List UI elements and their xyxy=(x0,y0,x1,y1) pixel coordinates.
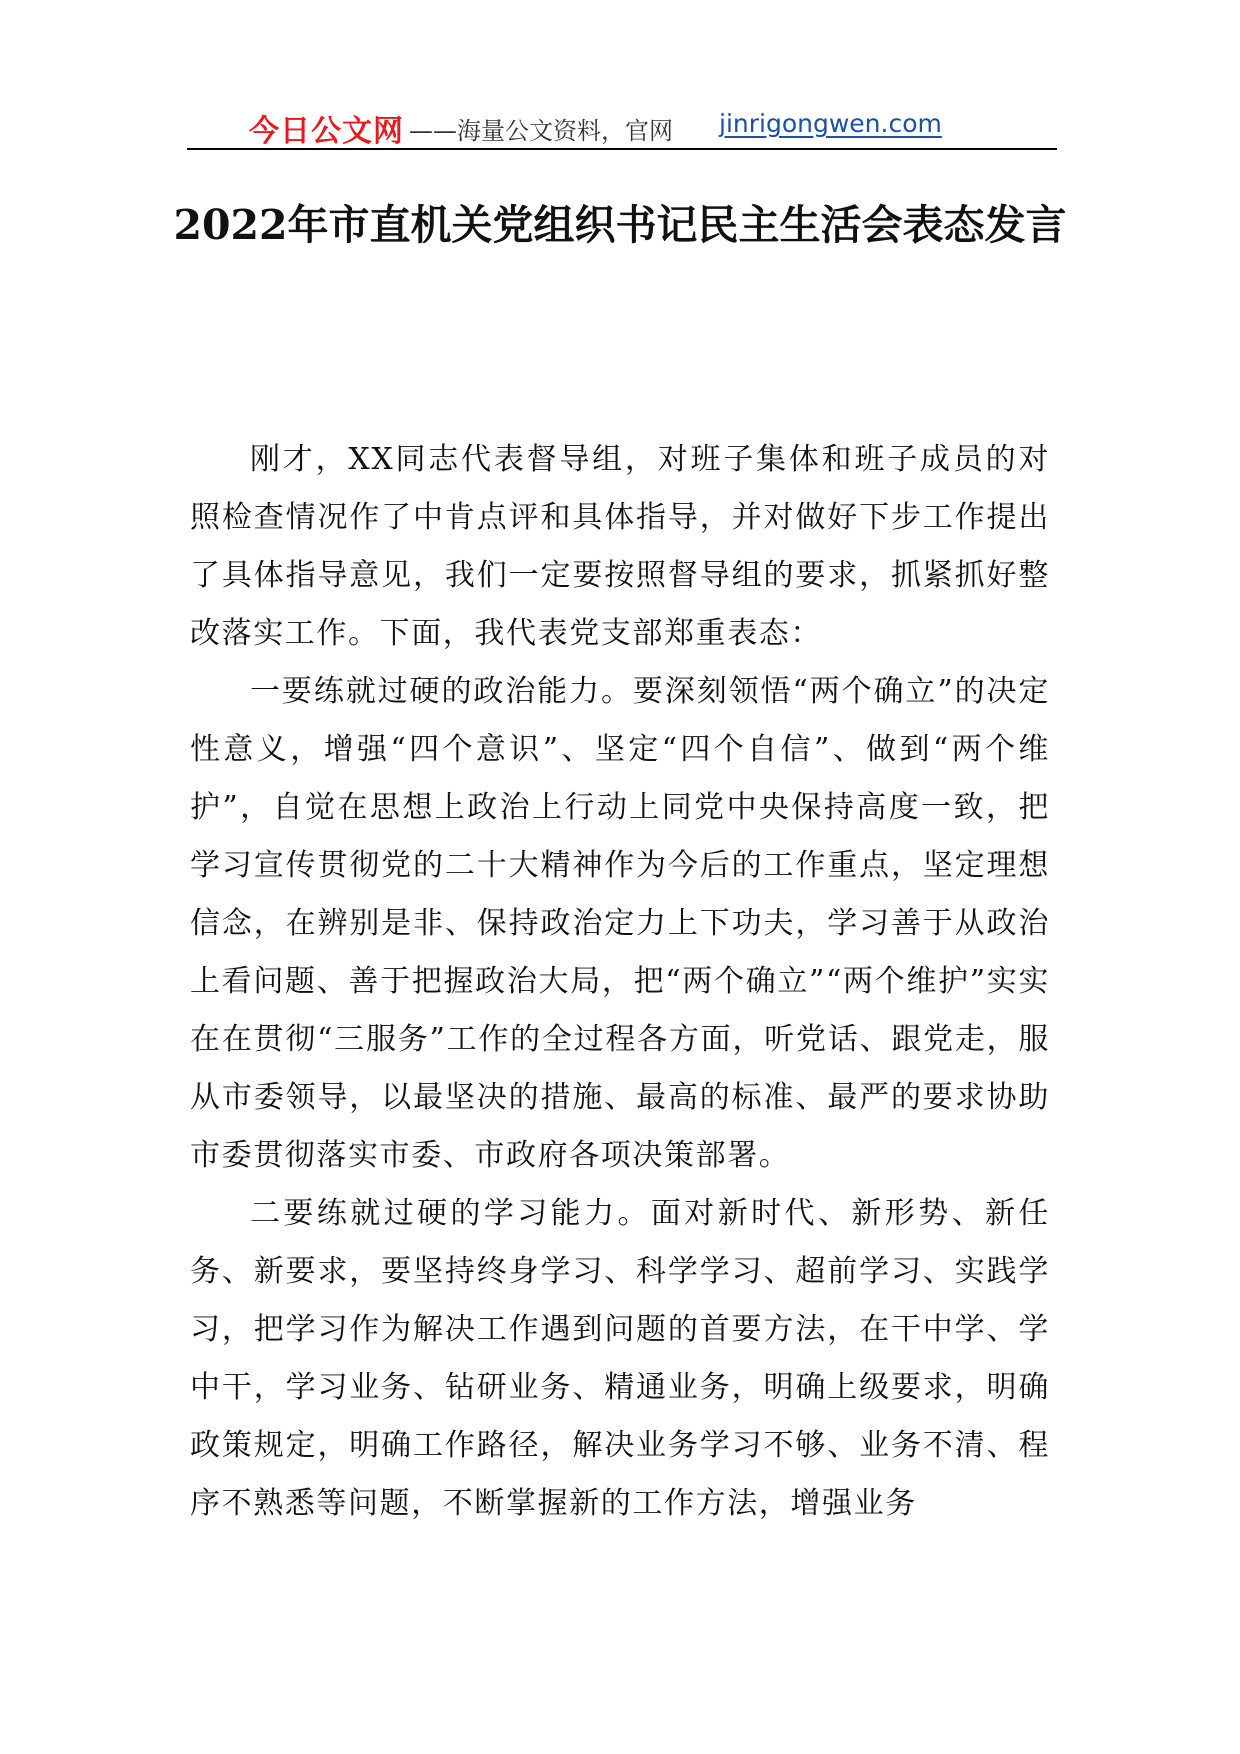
paragraph-learning-ability: 二要练就过硬的学习能力。面对新时代、新形势、新任务、新要求，要坚持终身学习、科学学习、超前学习、实践学习，把学习作为解决工作遇到问题的首要方法，在干中学、学中干，学习业务、钻研业务、精通业务，明确上级要求，明确政策规定，明确工作路径，解决业务学习不够、业务不清、程序不熟悉等问题，不断掌握新的工作方法，增强业务 xyxy=(190,1196,1050,1521)
site-header xyxy=(187,100,1057,149)
paragraph-intro: 刚才，XX同志代表督导组，对班子集体和班子成员的对照检查情况作了中肯点评和具体指导，并对做好下步工作提出了具体指导意见，我们一定要按照督导组的要求，抓紧抓好整改落实工作。下面，我代表党支部郑重表态： xyxy=(190,442,1050,651)
website-link[interactable]: jinrigongwen.com xyxy=(719,109,942,138)
header-tagline: ——海量公文资料，官网 xyxy=(409,117,673,145)
document-title: 2022年市直机关党组织书记民主生活会表态发言 xyxy=(173,201,1067,249)
brand-logo-text: 今日公文网 xyxy=(249,114,404,149)
paragraph-political-ability: 一要练就过硬的政治能力。要深刻领悟“两个确立”的决定性意义，增强“四个意识”、坚定“四个自信”、做到“两个维护”，自觉在思想上政治上行动上同党中央保持高度一致，把学习宣传贯彻党的二十大精神作为今后的工作重点，坚定理想信念，在辨别是非、保持政治定力上下功夫，学习善于从政治上看问题、善于把握政治大局，把“两个确立”“两个维护”实实在在贯彻“三服务”工作的全过程各方面，听党话、跟党走，服从市委领导，以最坚决的措施、最高的标准、最严的要求协助市委贯彻落实市委、市政府各项决策部署。 xyxy=(190,674,1050,1173)
header-divider xyxy=(187,148,1057,150)
document-body xyxy=(190,431,1050,1533)
